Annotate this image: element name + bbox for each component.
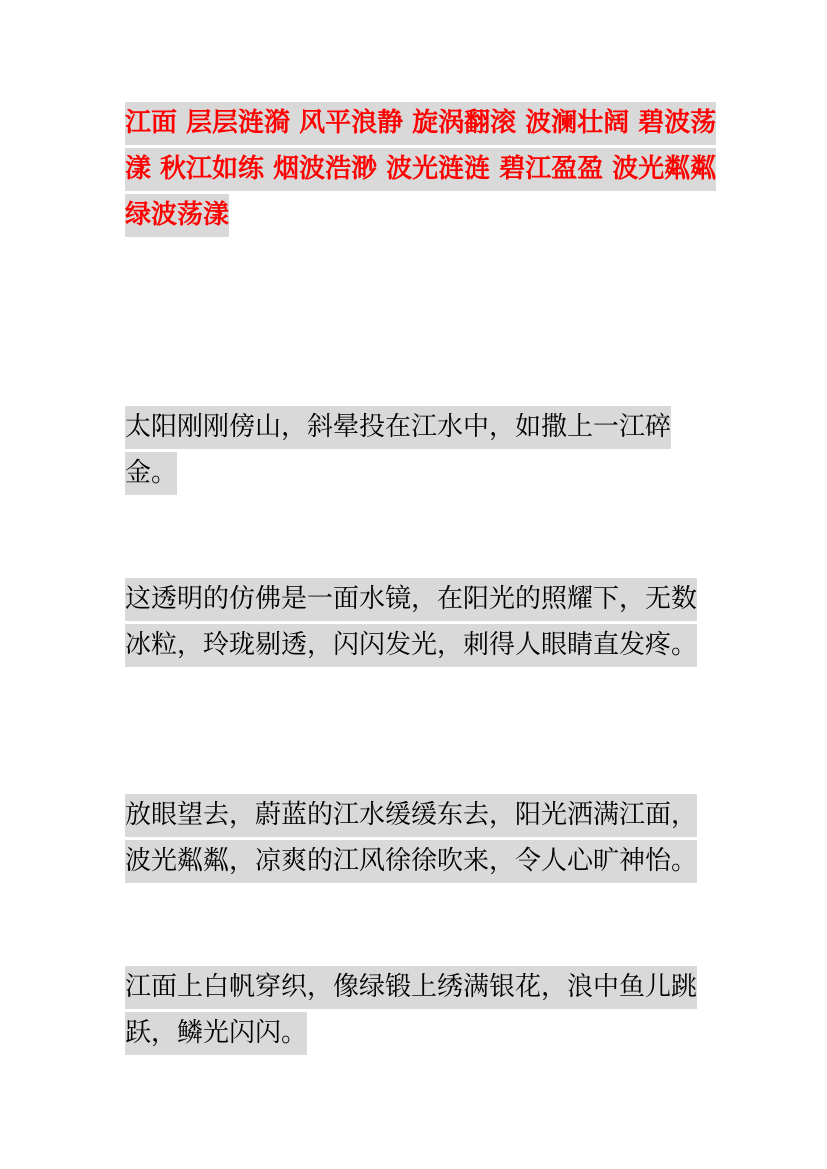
paragraph-blue-river	[125, 792, 717, 884]
paragraph-text: 太阳刚刚傍山，斜晕投在江水中，如撒上一江碎金。	[125, 406, 671, 495]
paragraph-text: 放眼望去，蔚蓝的江水缓缓东去，阳光洒满江面，波光粼粼，凉爽的江风徐徐吹来，令人心旷神怡。	[125, 794, 697, 883]
paragraph-white-sails	[125, 964, 717, 1056]
paragraph-text: 江面上白帆穿织，像绿锻上绣满银花，浪中鱼儿跳跃，鳞光闪闪。	[125, 966, 697, 1055]
vocabulary-heading-text: 江面 层层涟漪 风平浪静 旋涡翻滚 波澜壮阔 碧波荡漾 秋江如练 烟波浩渺 波光涟涟 碧江盈盈 波光粼粼 绿波荡漾	[125, 102, 716, 237]
paragraph-sunset	[125, 404, 717, 496]
vocabulary-heading	[125, 100, 717, 238]
paragraph-water-mirror	[125, 576, 717, 668]
paragraph-text: 这透明的仿佛是一面水镜，在阳光的照耀下，无数冰粒，玲珑剔透，闪闪发光，刺得人眼睛直发疼。	[125, 578, 697, 667]
